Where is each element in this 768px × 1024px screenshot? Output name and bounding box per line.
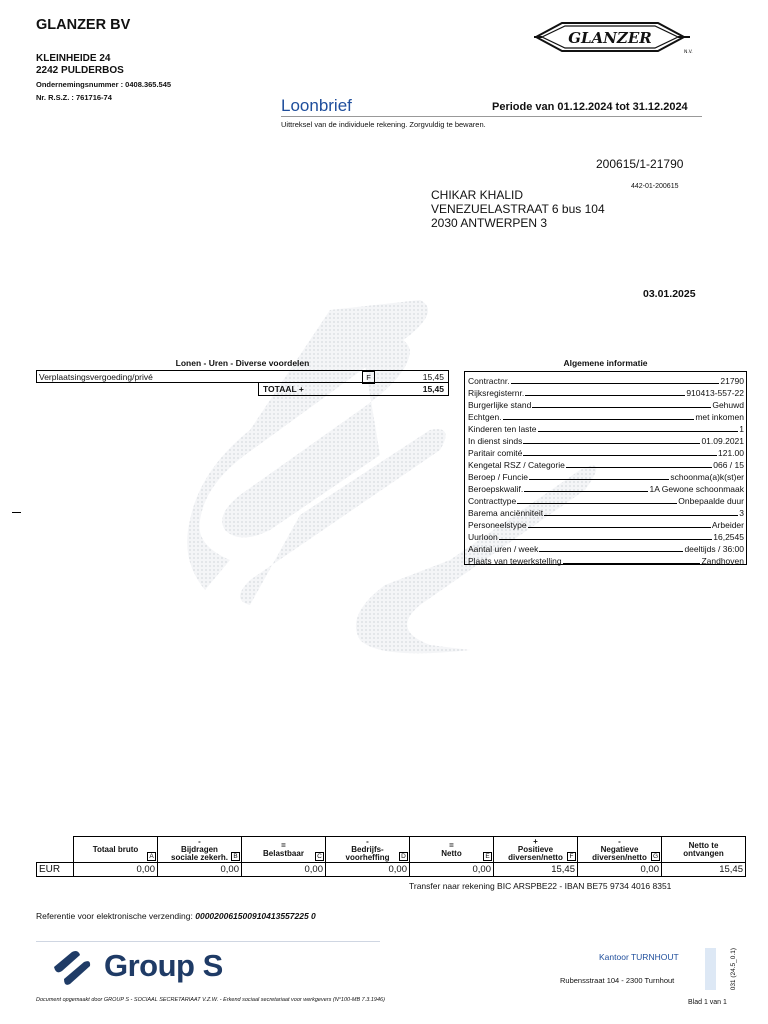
wage-value: 15,45 (422, 372, 444, 382)
summary-header-label: Netto (441, 848, 462, 858)
info-row (468, 386, 744, 398)
info-row (468, 554, 744, 566)
info-leader-line (544, 515, 738, 516)
info-value: 121.00 (718, 448, 744, 458)
recipient-address (431, 188, 605, 230)
summary-table (36, 836, 746, 877)
summary-header-label: Bijdragen sociale zekerh. (171, 844, 228, 862)
info-value: Zandhoven (701, 556, 744, 566)
info-value: 1 (739, 424, 744, 434)
info-value: Onbepaalde duur (678, 496, 744, 506)
company-street: KLEINHEIDE 24 (36, 53, 111, 64)
info-leader-line (528, 527, 711, 528)
office-address: Rubensstraat 104 - 2300 Turnhout (560, 976, 675, 985)
group-s-brand: Group S (104, 948, 223, 983)
summary-header (578, 837, 662, 863)
info-label: Kinderen ten laste (468, 424, 537, 434)
wages-title: Lonen - Uren - Diverse voordelen (175, 358, 310, 368)
info-value: 910413-557-22 (686, 388, 744, 398)
info-row (468, 482, 744, 494)
logo-text: GLANZER (568, 29, 652, 47)
document-reference-small: 442-01-200615 (631, 183, 679, 190)
company-address (36, 53, 124, 77)
info-leader-line (523, 443, 700, 444)
company-identifiers (36, 78, 171, 104)
page-number: Blad 1 van 1 (688, 999, 727, 1006)
document-date: 03.01.2025 (643, 288, 696, 300)
enterprise-number: Ondernemingsnummer : 0408.365.545 (36, 80, 172, 89)
info-label: Barema anciënniteit (468, 508, 544, 518)
office-name: Kantoor TURNHOUT (599, 952, 679, 962)
info-leader-line (524, 491, 648, 492)
summary-header (242, 837, 326, 863)
side-bar (705, 948, 716, 990)
info-label: Contractnr. (468, 376, 510, 386)
info-label: Kengetal RSZ / Categorie (468, 460, 565, 470)
summary-value: 0,00 (74, 863, 158, 877)
info-label: Rijksregisternr. (468, 388, 525, 398)
info-label: Echtgen. (468, 412, 502, 422)
company-name: GLANZER BV (36, 17, 131, 33)
wage-code: F (362, 371, 375, 384)
summary-value: 0,00 (158, 863, 242, 877)
info-row (468, 374, 744, 386)
logo-sub: N.V. (684, 50, 693, 54)
glanzer-logo (534, 20, 694, 54)
summary-header (158, 837, 242, 863)
summary-header (326, 837, 410, 863)
summary-code-box: C (315, 852, 324, 861)
info-row (468, 506, 744, 518)
info-row (468, 518, 744, 530)
summary-operator: - (198, 836, 201, 846)
summary-value: 0,00 (578, 863, 662, 877)
info-leader-line (503, 419, 695, 420)
info-row (468, 398, 744, 410)
currency-cell: EUR (37, 863, 74, 877)
summary-code-box: G (652, 853, 659, 860)
fold-mark (12, 512, 21, 513)
info-leader-line (566, 467, 712, 468)
wages-total-row (258, 383, 449, 396)
info-leader-line (525, 395, 685, 396)
info-leader-line (529, 479, 669, 480)
summary-value: 0,00 (410, 863, 494, 877)
info-leader-line (499, 539, 712, 540)
summary-operator: - (366, 836, 369, 846)
summary-header-label: Negatieve diversen/netto (592, 844, 647, 862)
electronic-reference-code: 000020061500910413557225 0 (195, 911, 316, 921)
company-city: 2242 PULDERBOS (36, 65, 124, 76)
info-row (468, 494, 744, 506)
electronic-reference (36, 911, 316, 921)
info-leader-line (511, 383, 720, 384)
summary-value: 15,45 (662, 863, 746, 877)
info-row (468, 422, 744, 434)
info-value: deeltijds / 36:00 (684, 544, 744, 554)
info-label: Contracttype (468, 496, 517, 506)
info-label: Personeelstype (468, 520, 527, 530)
info-row (468, 458, 744, 470)
bank-transfer: Transfer naar rekening BIC ARSPBE22 - IBAN BE75 9734 4016 8351 (409, 881, 672, 891)
info-leader-line (539, 551, 683, 552)
summary-operator: = (449, 840, 454, 850)
info-label: Beroepskwalif. (468, 484, 524, 494)
info-leader-line (532, 407, 711, 408)
group-s-logo-icon (50, 949, 96, 989)
summary-code-box: B (231, 852, 240, 861)
form-code: 031 (24.5_0.1) (730, 948, 737, 991)
info-label: Aantal uren / week (468, 544, 539, 554)
info-label: Plaats van tewerkstelling (468, 556, 562, 566)
info-value: 16,2545 (713, 532, 744, 542)
summary-header-label: Totaal bruto (92, 844, 139, 854)
document-subtitle: Uittreksel van de individuele rekening. Zorgvuldig te bewaren. (281, 120, 486, 129)
info-value: Arbeider (711, 520, 744, 530)
summary-value: 0,00 (242, 863, 326, 877)
summary-header-label: Belastbaar (263, 848, 304, 858)
general-info-title: Algemene informatie (563, 358, 648, 368)
summary-header-label: Bedrijfs-voorheffing (345, 844, 390, 862)
wages-total-value: 15,45 (422, 384, 444, 394)
info-label: In dienst sinds (468, 436, 523, 446)
wages-total-label: TOTAAL + (263, 384, 304, 394)
info-leader-line (523, 455, 717, 456)
info-value: 21790 (720, 376, 744, 386)
summary-value: 0,00 (326, 863, 410, 877)
info-row (468, 530, 744, 542)
general-info-box (464, 371, 747, 565)
info-leader-line (517, 503, 677, 504)
summary-value: 15,45 (494, 863, 578, 877)
summary-operator: - (618, 836, 621, 846)
info-label: Uurloon (468, 532, 498, 542)
info-row (468, 410, 744, 422)
info-row (468, 446, 744, 458)
period: Periode van 01.12.2024 tot 31.12.2024 (492, 101, 688, 113)
recipient-city: 2030 ANTWERPEN 3 (431, 216, 548, 230)
summary-header (662, 837, 746, 863)
summary-header (74, 837, 158, 863)
summary-code-box: A (147, 852, 156, 861)
info-value: 01.09.2021 (701, 436, 744, 446)
summary-code-box: D (399, 852, 408, 861)
summary-header-label: Netto te ontvangen (683, 840, 724, 858)
info-label: Burgerlijke stand (468, 400, 532, 410)
electronic-reference-label: Referentie voor elektronische verzending: (36, 911, 196, 921)
summary-code-box: E (483, 852, 492, 861)
wage-row (36, 370, 449, 383)
summary-header (410, 837, 494, 863)
document-note: Document opgemaakt door GROUP S - SOCIAAL SECRETARIAAT V.Z.W. - Erkend sociaal secretariaat voor werkgevers (N°100-MB 7.3.1946) (36, 997, 385, 1003)
summary-code-box: F (567, 852, 576, 861)
info-row (468, 470, 744, 482)
title-divider (281, 116, 702, 117)
summary-header (494, 837, 578, 863)
info-label: Beroep / Funcie (468, 472, 529, 482)
info-row (468, 434, 744, 446)
info-label: Paritair comité (468, 448, 523, 458)
info-value: 1A Gewone schoonmaak (649, 484, 744, 494)
info-value: 3 (739, 508, 744, 518)
info-value: Gehuwd (712, 400, 744, 410)
summary-header-label: Positieve diversen/netto (508, 844, 563, 862)
recipient-street: VENEZUELASTRAAT 6 bus 104 (431, 202, 605, 216)
info-value: schoonma(a)k(st)er (670, 472, 744, 482)
info-leader-line (538, 431, 739, 432)
summary-operator: + (533, 836, 538, 846)
document-title: Loonbrief (281, 96, 352, 115)
info-leader-line (563, 563, 701, 564)
info-value: 066 / 15 (713, 460, 744, 470)
info-value: met inkomen (695, 412, 744, 422)
summary-operator: = (281, 840, 286, 850)
document-reference: 200615/1-21790 (596, 157, 684, 171)
rsz-number: Nr. R.S.Z. : 761716-74 (36, 93, 112, 102)
footer-divider (36, 941, 380, 942)
info-row (468, 542, 744, 554)
recipient-name: CHIKAR KHALID (431, 188, 524, 202)
wage-description: Verplaatsingsvergoeding/privé (39, 372, 153, 382)
